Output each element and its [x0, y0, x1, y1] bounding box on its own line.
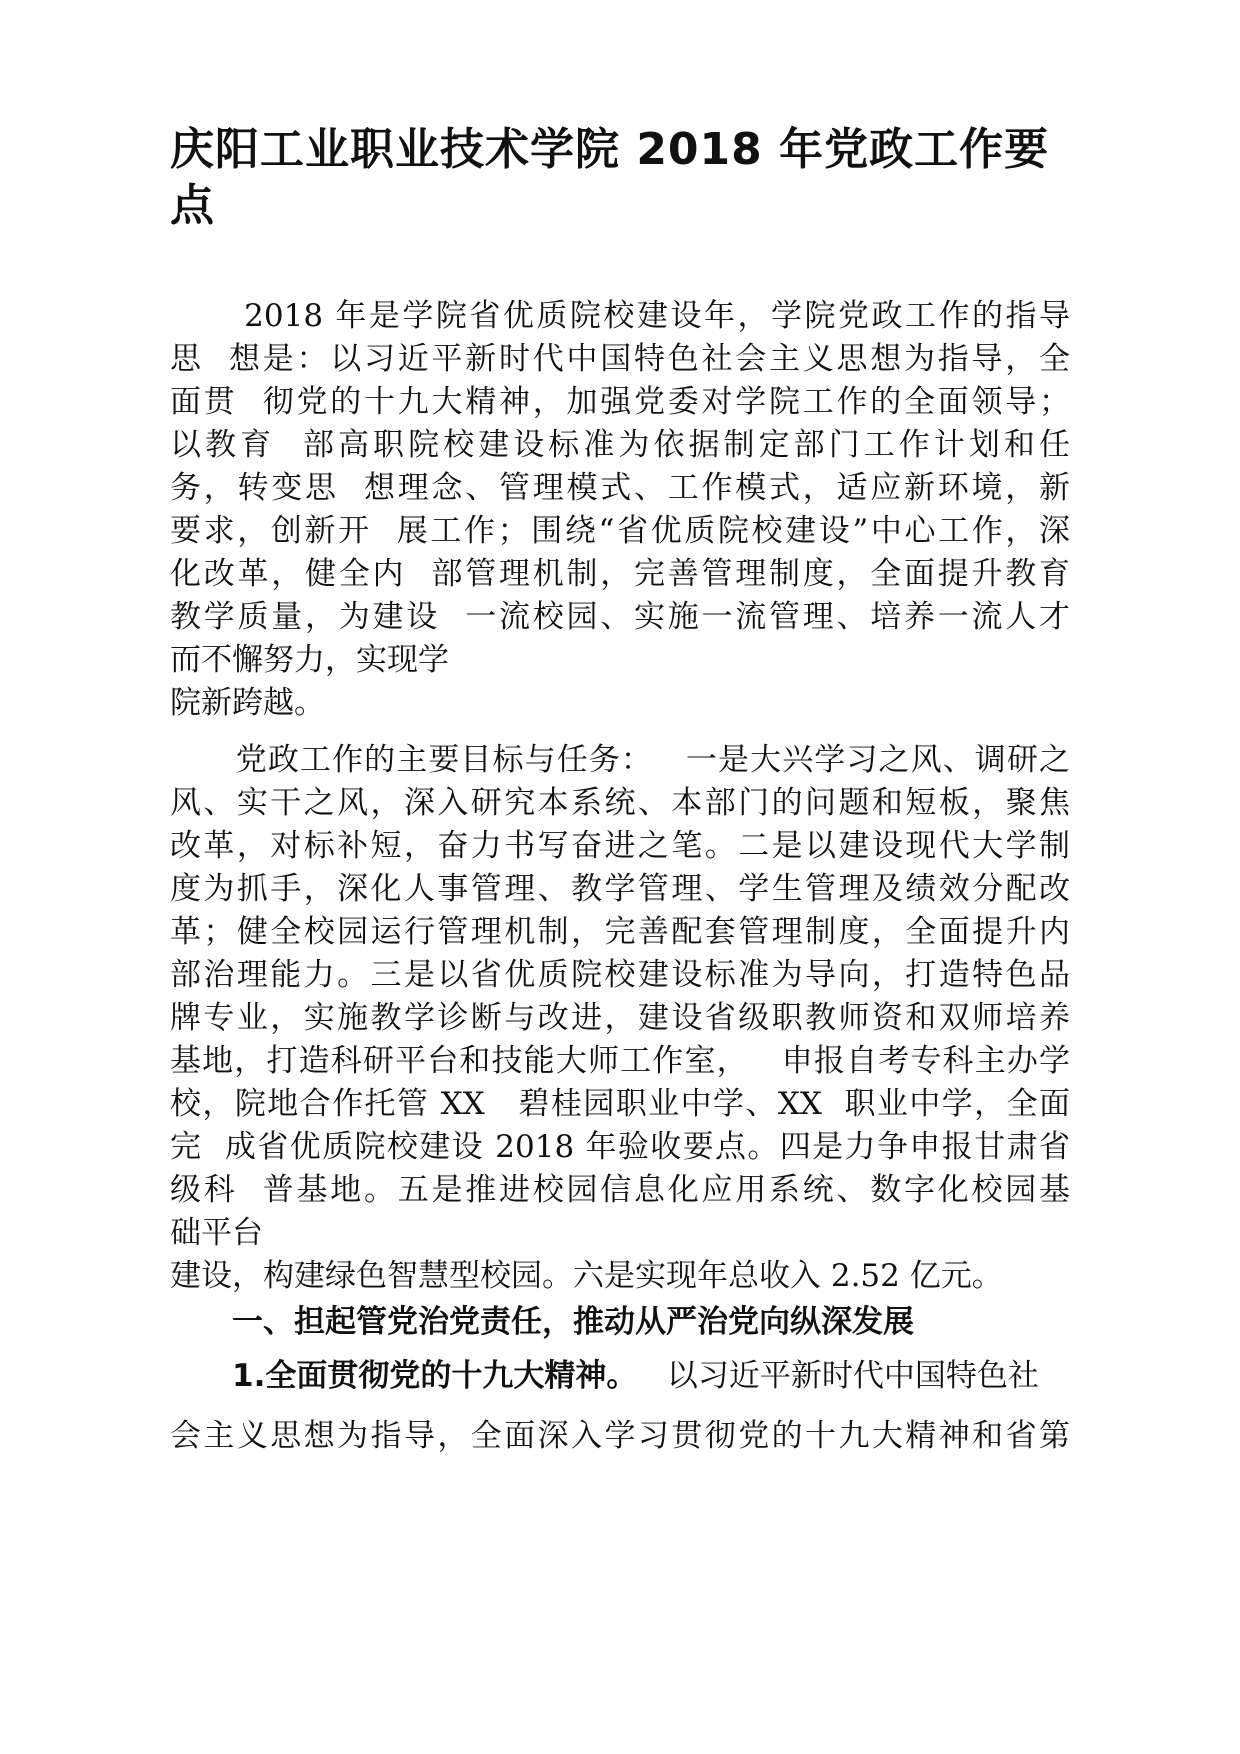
text-line: 改革，对标补短，奋力书写奋进之笔。二是以建设现代大学制: [170, 828, 1070, 864]
text-line: 院新跨越。: [170, 685, 325, 721]
title-line-1: 庆阳工业职业技术学院 2018 年党政工作要: [170, 124, 1050, 175]
text-line: 基地，打造科研平台和技能大师工作室， 申报自考专科主办学: [170, 1043, 1070, 1079]
text-line: [170, 1346, 1070, 1406]
text-line: 要求，创新开 展工作；围绕“省优质院校建设”中心工作，深: [170, 513, 1070, 549]
text-line: 务，转变思 想理念、管理模式、工作模式，适应新环境，新: [170, 470, 1070, 506]
text-line: 建设，构建绿色智慧型校园。六是实现年总收入 2.52 亿元。: [170, 1258, 1003, 1294]
text-line: 2018 年是学院省优质院校建设年，学院党政工作的指导: [170, 298, 1070, 334]
text-line: 以教育 部高职院校建设标准为依据制定部门工作计划和任: [170, 427, 1070, 463]
text-line: 度为抓手，深化人事管理、教学管理、学生管理及绩效分配改: [170, 871, 1070, 907]
section-heading: 一、担起管党治党责任，推动从严治党向纵深发展: [232, 1304, 914, 1340]
title-line-2: 点: [170, 180, 215, 231]
text-line: 级科 普基地。五是推进校园信息化应用系统、数字化校园基: [170, 1172, 1070, 1208]
text-line: 校，院地合作托管 XX 碧桂园职业中学、XX 职业中学，全面: [170, 1086, 1070, 1122]
text-line: 牌专业，实施教学诊断与改进，建设省级职教师资和双师培养: [170, 1000, 1070, 1036]
text-line: 教学质量，为建设 一流校园、实施一流管理、培养一流人才: [170, 599, 1070, 635]
text-line: 而不懈努力，实现学: [170, 642, 449, 678]
document-title: [170, 122, 1070, 234]
paragraph-spacer: [170, 725, 1070, 739]
item-1-paragraph: [170, 1346, 1070, 1466]
item-1-text: 以习近平新时代中国特色社: [637, 1358, 1039, 1394]
text-line: 思 想是：以习近平新时代中国特色社会主义思想为指导，全: [170, 341, 1070, 377]
text-line: 风、实干之风，深入研究本系统、本部门的问题和短板，聚焦: [170, 785, 1070, 821]
text-line: 完 成省优质院校建设 2018 年验收要点。四是力争申报甘肃省: [170, 1129, 1070, 1165]
text-line: 会主义思想为指导，全面深入学习贯彻党的十九大精神和省第: [170, 1418, 1070, 1454]
document-body: [170, 295, 1070, 1466]
paragraph-goals-tasks: [170, 739, 1070, 1298]
text-line: 革；健全校园运行管理机制，完善配套管理制度，全面提升内: [170, 914, 1070, 950]
text-line: 面贯 彻党的十九大精神，加强党委对学院工作的全面领导；: [170, 384, 1070, 420]
text-line: 础平台: [170, 1215, 263, 1251]
paragraph-guiding-thought: [170, 295, 1070, 725]
text-line: 部治理能力。三是以省优质院校建设标准为导向，打造特色品: [170, 957, 1070, 993]
item-1-lead: 1.全面贯彻党的十九大精神。: [232, 1358, 638, 1394]
text-line: 党政工作的主要目标与任务： 一是大兴学习之风、调研之: [170, 742, 1070, 778]
text-line: 化改革，健全内 部管理机制，完善管理制度，全面提升教育: [170, 556, 1070, 592]
